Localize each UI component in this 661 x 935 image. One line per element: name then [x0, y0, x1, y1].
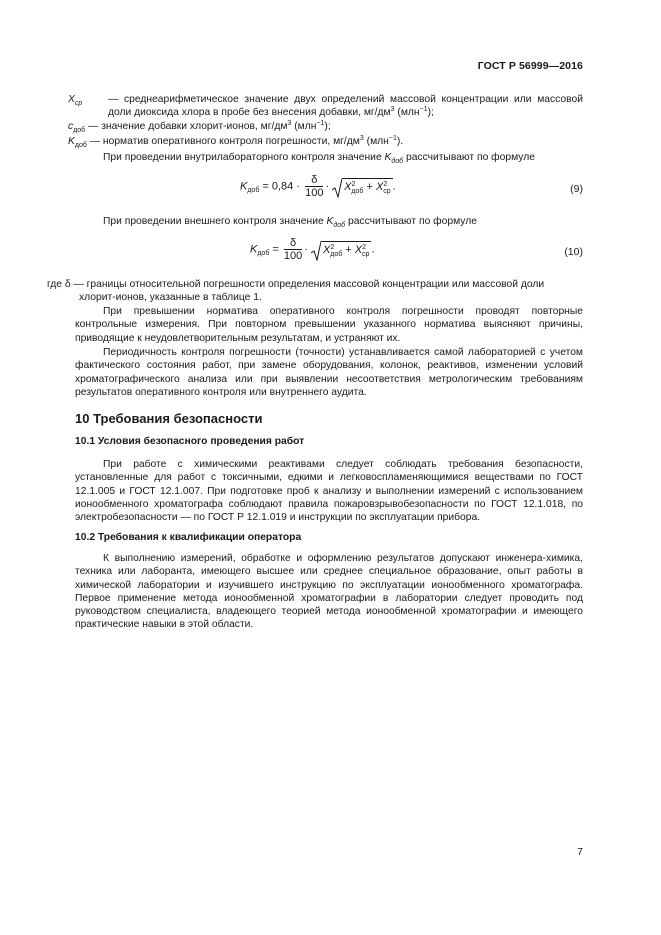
subsection-10-2-title: 10.2 Требования к квалификации оператора	[75, 532, 302, 543]
section-10-title: 10 Требования безопасности	[75, 411, 263, 426]
definition-k-add	[68, 135, 583, 149]
definition-delta: где δ — границы относительной погрешности определения массовой концентрации или массовой доли хлорит-ионов, указанные в таблице 1.	[47, 279, 545, 304]
document-header-id: ГОСТ Р 56999—2016	[477, 60, 583, 72]
subsection-10-1-title: 10.1 Условия безопасного проведения работ	[75, 436, 305, 447]
definition-x-avg	[68, 93, 583, 119]
square-root: $X^2_{доб} + X^2_{ср}$	[311, 241, 371, 259]
paragraph-control-period: Периодичность контроля погрешности (точности) устанавливается самой лабораторией с учетом фактического состояния работ, при замене оборудования, колонок, реактивов, изменении условий хроматографического анализа или при выявлении несоответствия метрологическим требованиям результатов оперативного контроля или внутреннего аудита.	[75, 347, 583, 398]
formula-9-label: (9)	[570, 183, 583, 195]
radical-sign-icon	[332, 178, 342, 198]
radical-sign-icon	[311, 241, 321, 261]
page-number: 7	[577, 846, 583, 858]
subsection-10-2-text: К выполнению измерений, обработке и оформлению результатов допускают инженера-химика, техника или лаборанта, имеющего высшее или среднее специальное образование, опыт работы в химической лаборатории и изучившего инструкцию по эксплуатации ионообменного хроматографа. Первое применение метода ионообменной хроматографии в лаборатории следует проводить под руководством специалиста, владеющего теорией метода ионообменной хроматографии и имеющего практические навыки в этой области.	[75, 553, 583, 631]
formula-9: $K_{доб} = 0,84$ · $\frac{\delta}{100}$ · $X^2_{доб} + X^2_{ср}$ .	[240, 174, 396, 199]
definition-text: $c_{доб}$ — значение добавки хлорит-ионов, $мг/дм^3$ (млн$^{-1}$);	[68, 120, 331, 134]
fraction: $\frac{\delta}{100}$	[283, 237, 303, 262]
definition-c-add	[68, 120, 583, 134]
paragraph-exceed-norm: При превышении норматива оперативного контроля погрешности проводят повторные контрольные измерения. При повторном превышении указанного норматива выясняют причины, приводящие к неудовлетворительным результатам, и устраняют их.	[75, 306, 583, 344]
definition-text: — среднеарифметическое значение двух определений массовой концентрации или массовой доли диоксида хлора в пробе без внесения добавки, $мг/дм^3$ (млн$^{-1}$);	[108, 94, 583, 119]
intro-internal-control: При проведении внутрилабораторного контроля значение $K_{доб}$ рассчитывают по формуле	[103, 152, 535, 165]
subsection-10-1-text: При работе с химическими реактивами следует соблюдать требования безопасности, установленные для работ с токсичными, едкими и легковоспламеняющимися веществами по ГОСТ 12.1.005 и ГОСТ 12.1.007. При подготовке проб к анализу и выполнении измерений с использованием ионообменного хроматографа соблюдают правила пожаровзрывобезопасности по ГОСТ 12.1.018, по электробезопасности — по ГОСТ Р 12.1.019 и инструкции по эксплуатации прибора.	[75, 459, 583, 524]
definition-text: $K_{доб}$ — норматив оперативного контроля погрешности, $мг/дм^3$ (млн$^{-1}$).	[68, 135, 404, 149]
square-root: $X^2_{доб} + X^2_{ср}$	[332, 178, 392, 196]
fraction: $\frac{\delta}{100}$	[305, 174, 324, 199]
formula-10-label: (10)	[564, 246, 583, 258]
definition-symbol: $X_{ср}$	[68, 94, 83, 107]
formula-10: $K_{доб}$ = $\frac{\delta}{100}$ · $X^2_{доб} + X^2_{ср}$ .	[250, 237, 375, 262]
intro-external-control: При проведении внешнего контроля значение $K_{доб}$ рассчитывают по формуле	[103, 216, 477, 229]
